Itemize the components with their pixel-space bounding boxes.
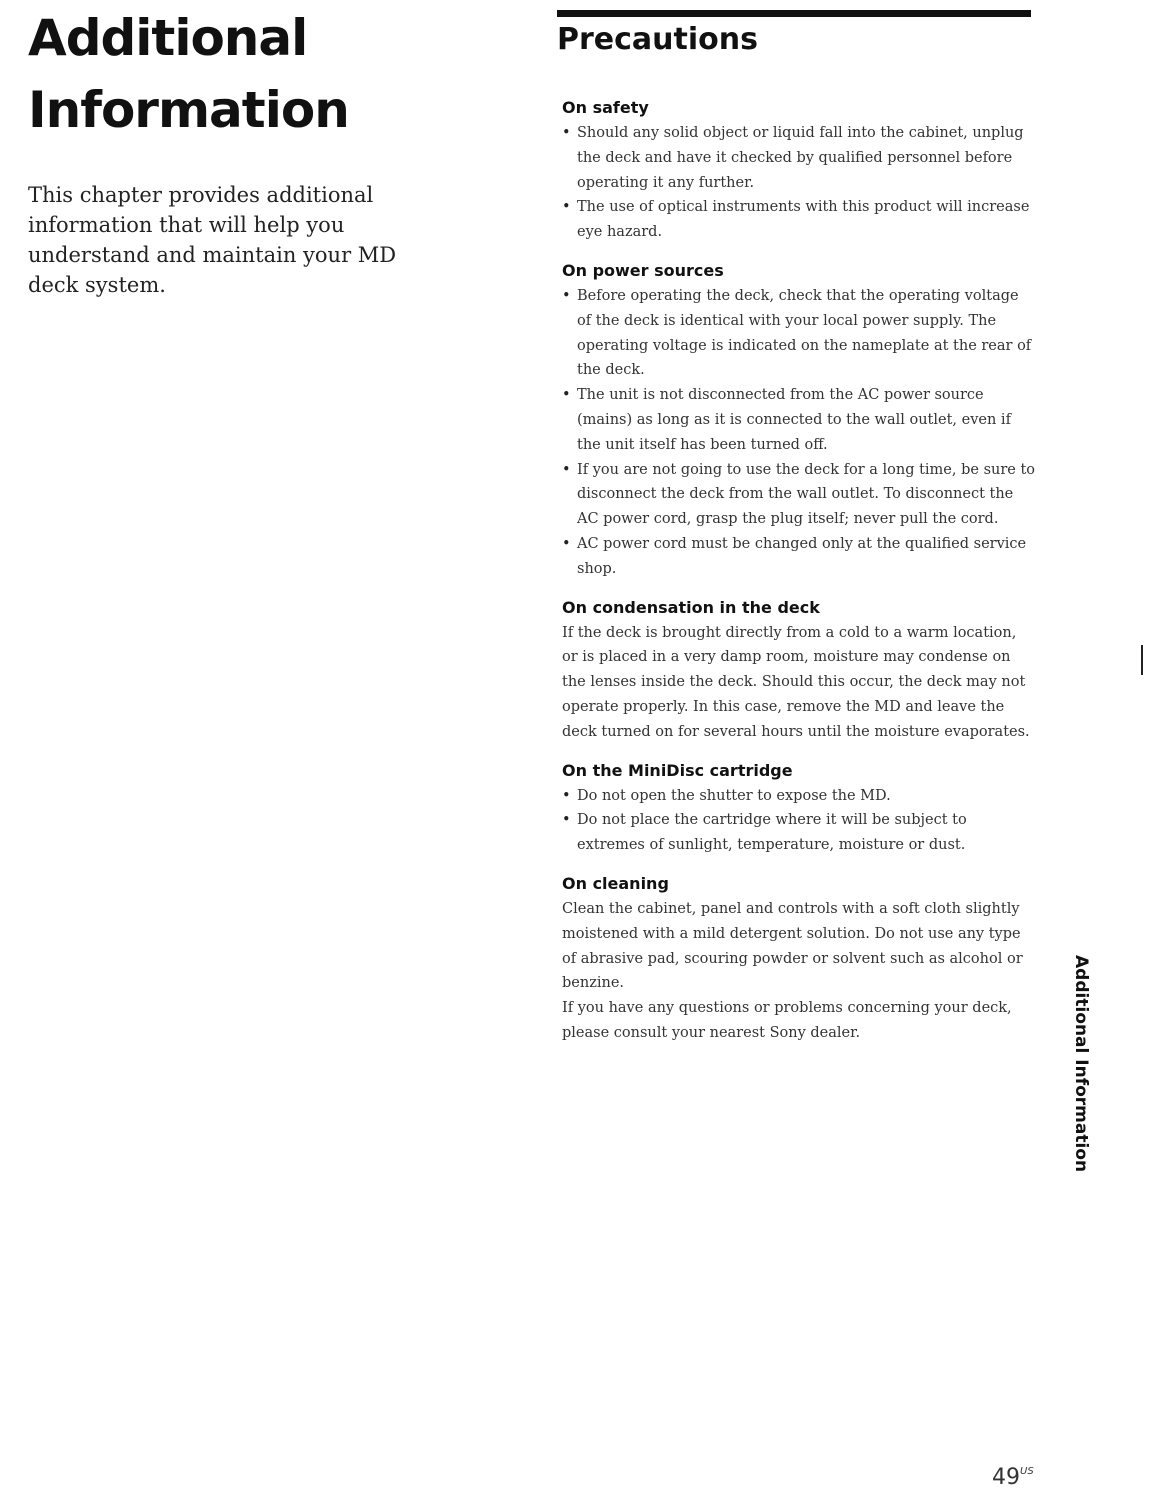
side-tab-label: Additional Information [1071, 955, 1091, 1173]
chapter-title [28, 2, 349, 146]
subsection-on-power-sources [562, 259, 1036, 582]
closing-paragraph: If you have any questions or problems concerning your deck, please consult your nearest Sony dealer. [562, 1000, 1012, 1041]
margin-mark [1141, 645, 1143, 675]
section-title: Precautions [557, 22, 758, 57]
paragraph: If the deck is brought directly from a cold to a warm location, or is placed in a very damp room, moisture may condense on the lenses inside the deck. Should this occur, the deck may not operate properly. In this case, remove the MD and leave the deck turned on for several hours until the moisture evaporates. [562, 624, 1030, 740]
list-item: • Do not open the shutter to expose the MD. [562, 784, 1036, 809]
subsection-heading: On safety [562, 98, 649, 117]
list-item: • If you are not going to use the deck for a long time, be sure to disconnect the deck from the wall outlet. To disconnect the AC power cord, grasp the plug itself; never pull the cord. [562, 458, 1036, 532]
precautions-content [562, 96, 1036, 1060]
subsection-heading: On the MiniDisc cartridge [562, 760, 793, 780]
subsection-heading: On condensation in the deck [562, 597, 820, 617]
subsection-heading: On power sources [562, 260, 724, 280]
list-item: • AC power cord must be changed only at the qualified service shop. [562, 532, 1036, 582]
list-item: • Do not place the cartridge where it will be subject to extremes of sunlight, temperature, moisture or dust. [562, 808, 1036, 858]
bullet-list [562, 284, 1036, 582]
bullet-list [562, 121, 1036, 245]
bullet-list [562, 784, 1036, 858]
chapter-title-line-1: Additional [28, 9, 308, 67]
subsection-on-condensation [562, 596, 1036, 745]
page-number-suffix: US [1020, 1466, 1034, 1477]
page-number-value: 49 [992, 1465, 1020, 1490]
subsection-heading: On cleaning [562, 873, 669, 893]
list-item: • The unit is not disconnected from the AC power source (mains) as long as it is connected to the wall outlet, even if the unit itself has been turned off. [562, 383, 1036, 457]
subsection-on-minidisc-cartridge [562, 759, 1036, 858]
section-top-rule [557, 10, 1031, 17]
page-number [992, 1465, 1034, 1490]
list-item: • Before operating the deck, check that the operating voltage of the deck is identical with your local power supply. The operating voltage is indicated on the nameplate at the rear of the deck. [562, 284, 1036, 383]
side-tab [1063, 955, 1093, 1180]
subsection-on-safety [562, 96, 1036, 245]
list-item: • Should any solid object or liquid fall into the cabinet, unplug the deck and have it checked by qualified personnel before operating it any further. [562, 121, 1036, 195]
list-item: • The use of optical instruments with this product will increase eye hazard. [562, 195, 1036, 245]
paragraph: Clean the cabinet, panel and controls with a soft cloth slightly moistened with a mild detergent solution. Do not use any type of abrasive pad, scouring powder or solvent such as alcohol or benzine. [562, 900, 1023, 992]
subsection-on-cleaning [562, 872, 1036, 1046]
chapter-intro: This chapter provides additional information that will help you understand and maintain your MD deck system. [28, 183, 397, 297]
chapter-title-line-2: Information [28, 81, 349, 139]
